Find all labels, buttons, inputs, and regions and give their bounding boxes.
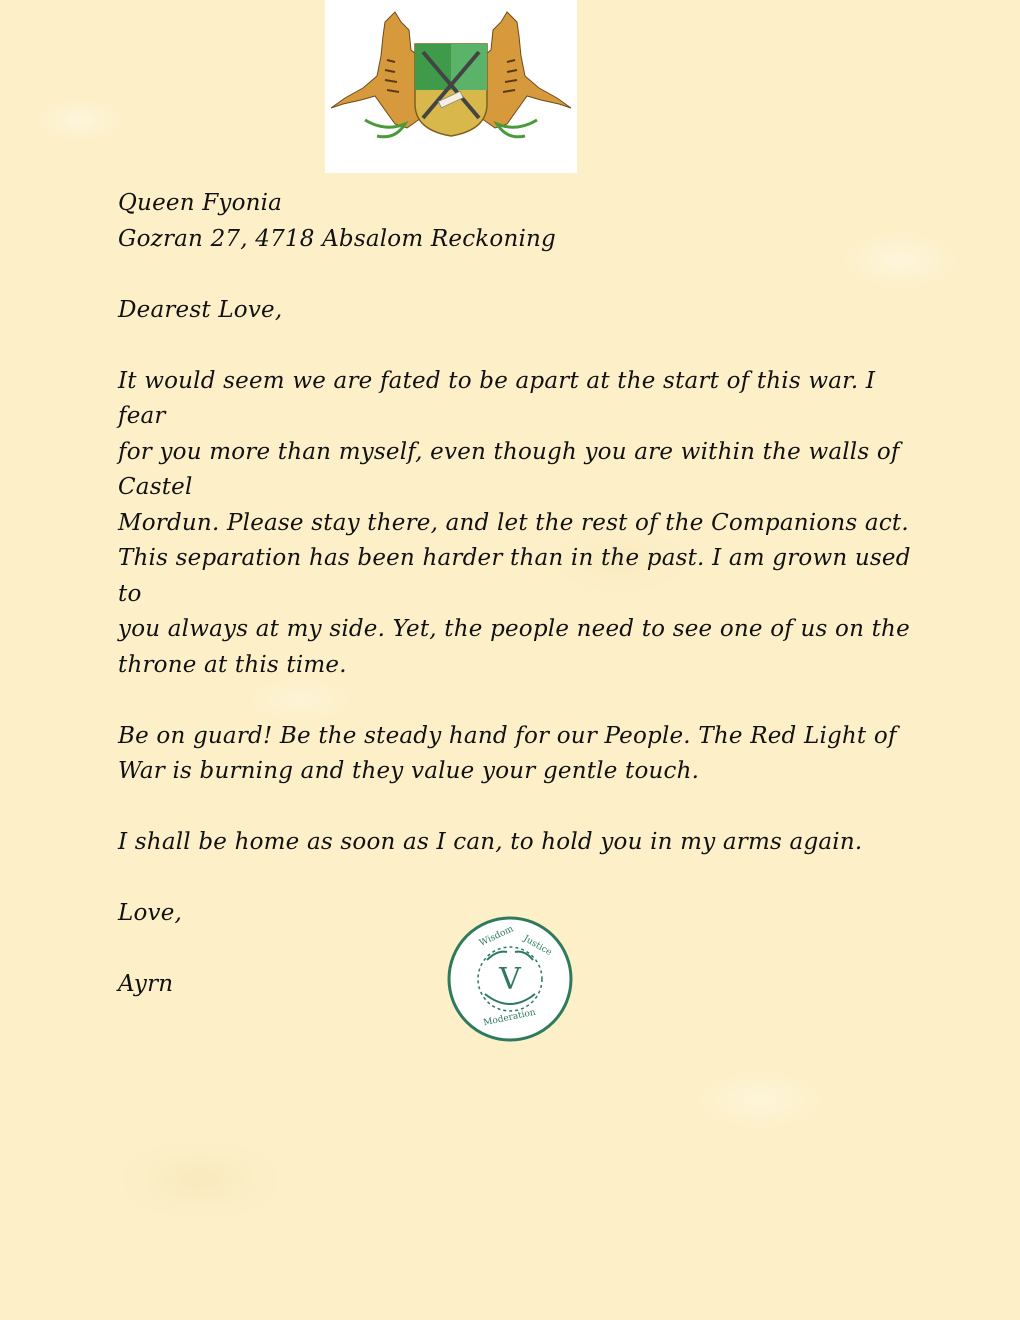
seal-icon <box>447 916 573 1042</box>
paragraph-line: This separation has been harder than in the past. I am grown used to <box>118 545 911 607</box>
seal-word-justice: Justice <box>521 933 554 959</box>
paragraph-line: It would seem we are fated to be apart at the start of this war. I fear <box>118 367 876 429</box>
paragraph-line: War is burning and they value your gentle touch. <box>118 758 700 784</box>
letter-date: Gozran 27, 4718 Absalom Reckoning <box>118 225 556 252</box>
paragraph-line: for you more than myself, even though you are within the walls of Castel <box>118 438 900 500</box>
coat-of-arms-icon <box>325 0 577 173</box>
paragraph-2 <box>118 719 918 790</box>
paragraph-line: you always at my side. Yet, the people need to see one of us on the <box>118 616 910 642</box>
seal-word-moderation: Moderation <box>482 1007 537 1029</box>
closing: Love, <box>118 900 183 926</box>
letter-body <box>118 186 918 1003</box>
paragraph-line: Be on guard! Be the steady hand for our People. The Red Light of <box>118 722 897 749</box>
seal-word-wisdom: Wisdom <box>478 924 516 949</box>
salutation: Dearest Love, <box>118 296 283 323</box>
seal-emblem <box>447 916 573 1042</box>
paragraph-1 <box>118 364 918 684</box>
paragraph-line: Mordun. Please stay there, and let the rest of the Companions act. <box>118 509 909 536</box>
recipient: Queen Fyonia <box>118 190 283 216</box>
seal-letter: V <box>499 962 521 997</box>
coat-of-arms <box>325 0 577 173</box>
paragraph-3: I shall be home as soon as I can, to hold you in my arms again. <box>118 829 863 855</box>
signature: Ayrn <box>118 971 174 997</box>
paragraph-line: throne at this time. <box>118 651 347 678</box>
